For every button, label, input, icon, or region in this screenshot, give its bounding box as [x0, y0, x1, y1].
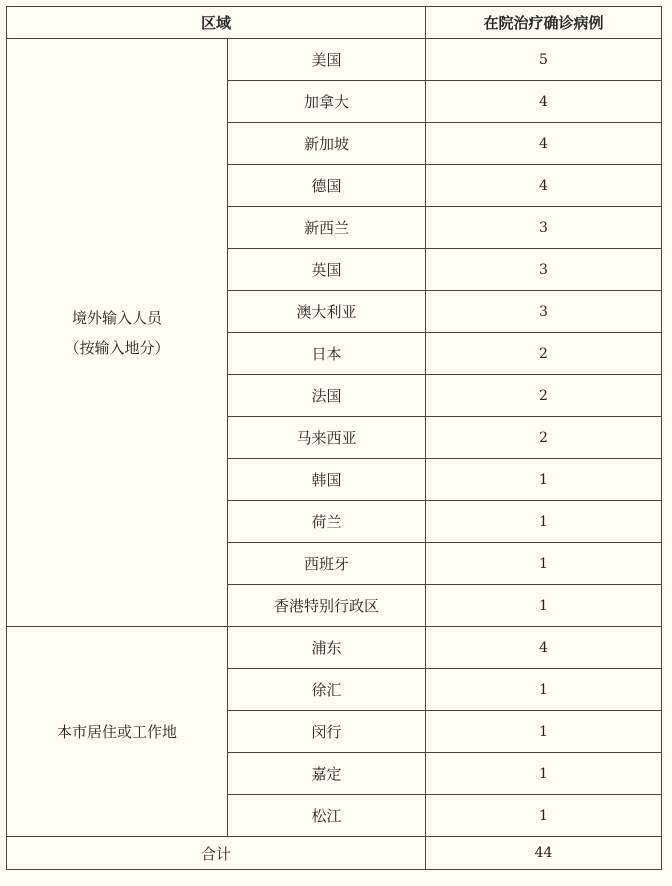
case-count: 2 [426, 333, 662, 375]
case-count: 1 [426, 669, 662, 711]
case-count: 1 [426, 543, 662, 585]
case-count: 3 [426, 249, 662, 291]
group-local-label: 本市居住或工作地 [56, 722, 177, 741]
case-count: 1 [426, 711, 662, 753]
case-count: 1 [426, 753, 662, 795]
group-imported-label: 境外输入人员 [71, 308, 162, 327]
region-name: 马来西亚 [228, 417, 426, 459]
region-name: 浦东 [228, 627, 426, 669]
group-imported-sublabel: （按输入地分） [64, 338, 170, 357]
region-name: 加拿大 [228, 81, 426, 123]
region-name: 香港特别行政区 [228, 585, 426, 627]
case-count: 4 [426, 627, 662, 669]
region-name: 美国 [228, 39, 426, 81]
region-name: 荷兰 [228, 501, 426, 543]
case-count: 2 [426, 375, 662, 417]
region-name: 松江 [228, 795, 426, 837]
total-row [7, 837, 662, 870]
region-name: 德国 [228, 165, 426, 207]
region-name: 日本 [228, 333, 426, 375]
group-local [7, 627, 228, 837]
region-name: 西班牙 [228, 543, 426, 585]
header-count: 在院治疗确诊病例 [426, 7, 662, 39]
case-count: 1 [426, 585, 662, 627]
region-name: 徐汇 [228, 669, 426, 711]
case-count: 4 [426, 165, 662, 207]
region-name: 新西兰 [228, 207, 426, 249]
group-imported [7, 39, 228, 627]
table-row [7, 627, 662, 669]
case-count: 4 [426, 123, 662, 165]
case-count: 2 [426, 417, 662, 459]
case-count: 4 [426, 81, 662, 123]
case-count: 5 [426, 39, 662, 81]
header-region: 区域 [7, 7, 426, 39]
region-name: 澳大利亚 [228, 291, 426, 333]
case-count: 1 [426, 501, 662, 543]
region-name: 新加坡 [228, 123, 426, 165]
region-name: 闵行 [228, 711, 426, 753]
region-name: 韩国 [228, 459, 426, 501]
total-value: 44 [426, 837, 662, 870]
case-count: 1 [426, 795, 662, 837]
case-count: 3 [426, 207, 662, 249]
cases-table [6, 6, 662, 870]
region-name: 英国 [228, 249, 426, 291]
header-row [7, 7, 662, 39]
case-count: 1 [426, 459, 662, 501]
table-row [7, 39, 662, 81]
region-name: 法国 [228, 375, 426, 417]
total-label: 合计 [7, 837, 426, 870]
case-count: 3 [426, 291, 662, 333]
region-name: 嘉定 [228, 753, 426, 795]
